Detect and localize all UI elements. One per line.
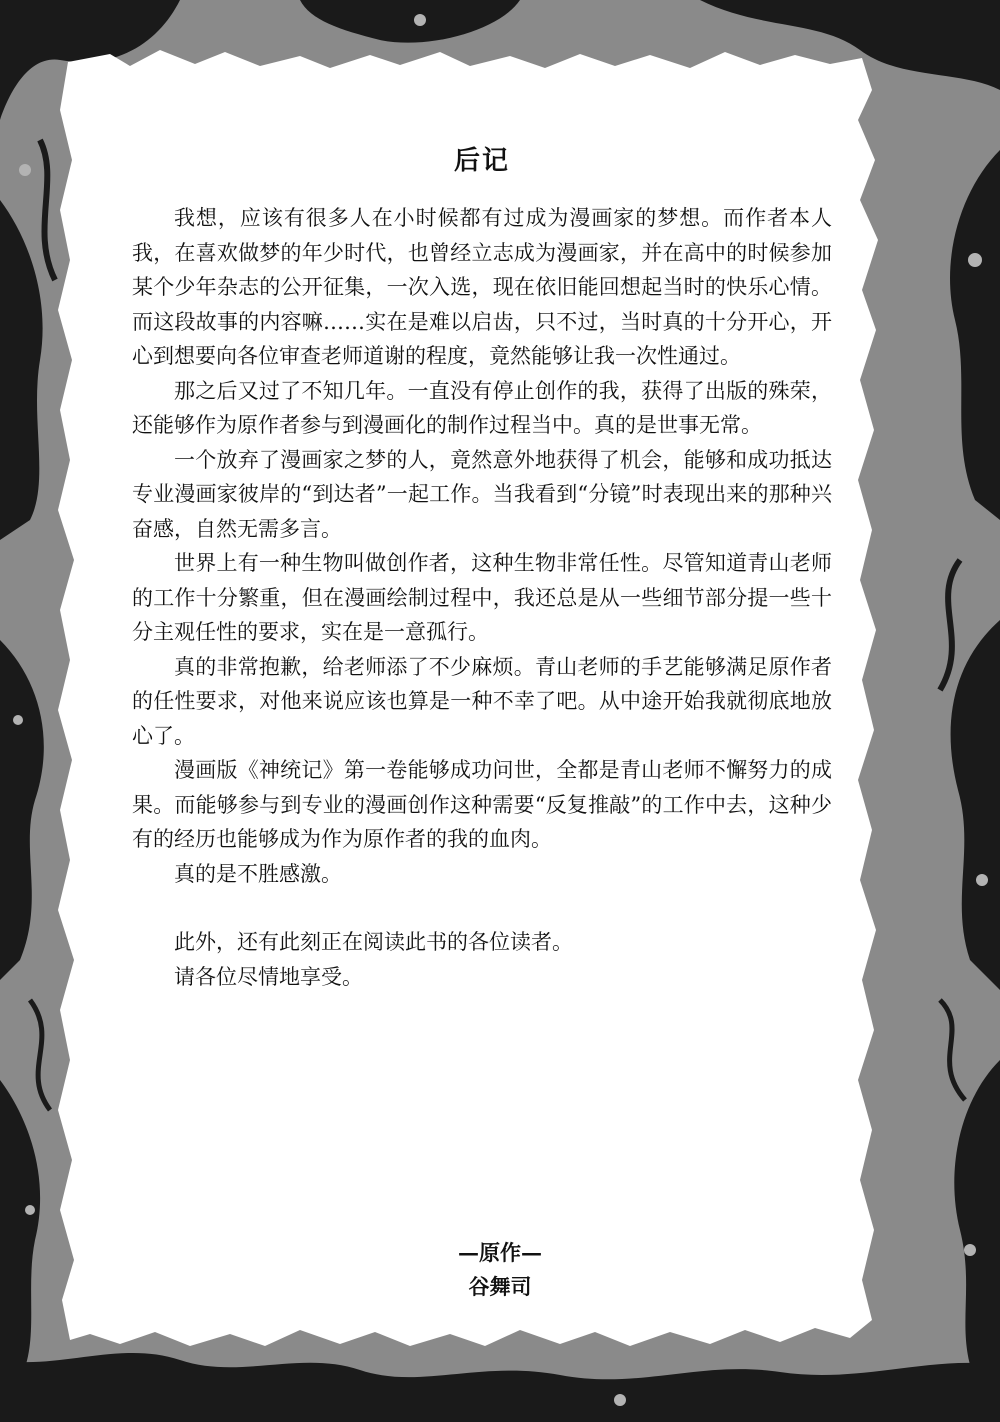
spacer — [132, 891, 832, 925]
paragraph: 那之后又过了不知几年。一直没有停止创作的我，获得了出版的殊荣，还能够作为原作者参与到漫画化的制作过程当中。真的是世事无常。 — [132, 378, 832, 437]
paragraph: 真的非常抱歉，给老师添了不少麻烦。青山老师的手艺能够满足原作者的任性要求，对他来说应该也算是一种不幸了吧。从中途开始我就彻底地放心了。 — [132, 654, 832, 748]
signature-author: 谷舞司 — [468, 1274, 532, 1299]
paragraph: 漫画版《神统记》第一卷能够成功问世，全都是青山老师不懈努力的成果。而能够参与到专业的漫画创作这种需要“反复推敲”的工作中去，这种少有的经历也能够成为作为原作者的我的血肉。 — [132, 758, 832, 851]
paragraph: 世界上有一种生物叫做创作者，这种生物非常任性。尽管知道青山老师的工作十分繁重，但在漫画绘制过程中，我还总是从一些细节部分提一些十分主观任性的要求，实在是一意孤行。 — [132, 551, 832, 644]
paragraph: 真的是不胜感激。 — [174, 861, 342, 886]
closing-line: 此外，还有此刻正在阅读此书的各位读者。 — [174, 930, 573, 954]
page-title: 后记 — [453, 146, 510, 176]
paragraph: 我想，应该有很多人在小时候都有过成为漫画家的梦想。而作者本人我，在喜欢做梦的年少时代，也曾经立志成为漫画家，并在高中的时候参加某个少年杂志的公开征集，一次入选，现在依旧能回想起当时的快乐心情。而这段故事的内容嘛……实在是难以启齿，只不过，当时真的十分开心，开心到想要向各位审查老师道谢的程度，竟然能够让我一次性通过。 — [132, 206, 832, 368]
signature-block — [0, 1236, 1000, 1304]
closing-line: 请各位尽情地享受。 — [174, 964, 363, 989]
signature-role: —原作— — [458, 1240, 542, 1265]
afterword-body — [132, 140, 832, 994]
paragraph: 一个放弃了漫画家之梦的人，竟然意外地获得了机会，能够和成功抵达专业漫画家彼岸的“到达者”一起工作。当我看到“分镜”时表现出来的那种兴奋感，自然无需多言。 — [132, 447, 832, 541]
